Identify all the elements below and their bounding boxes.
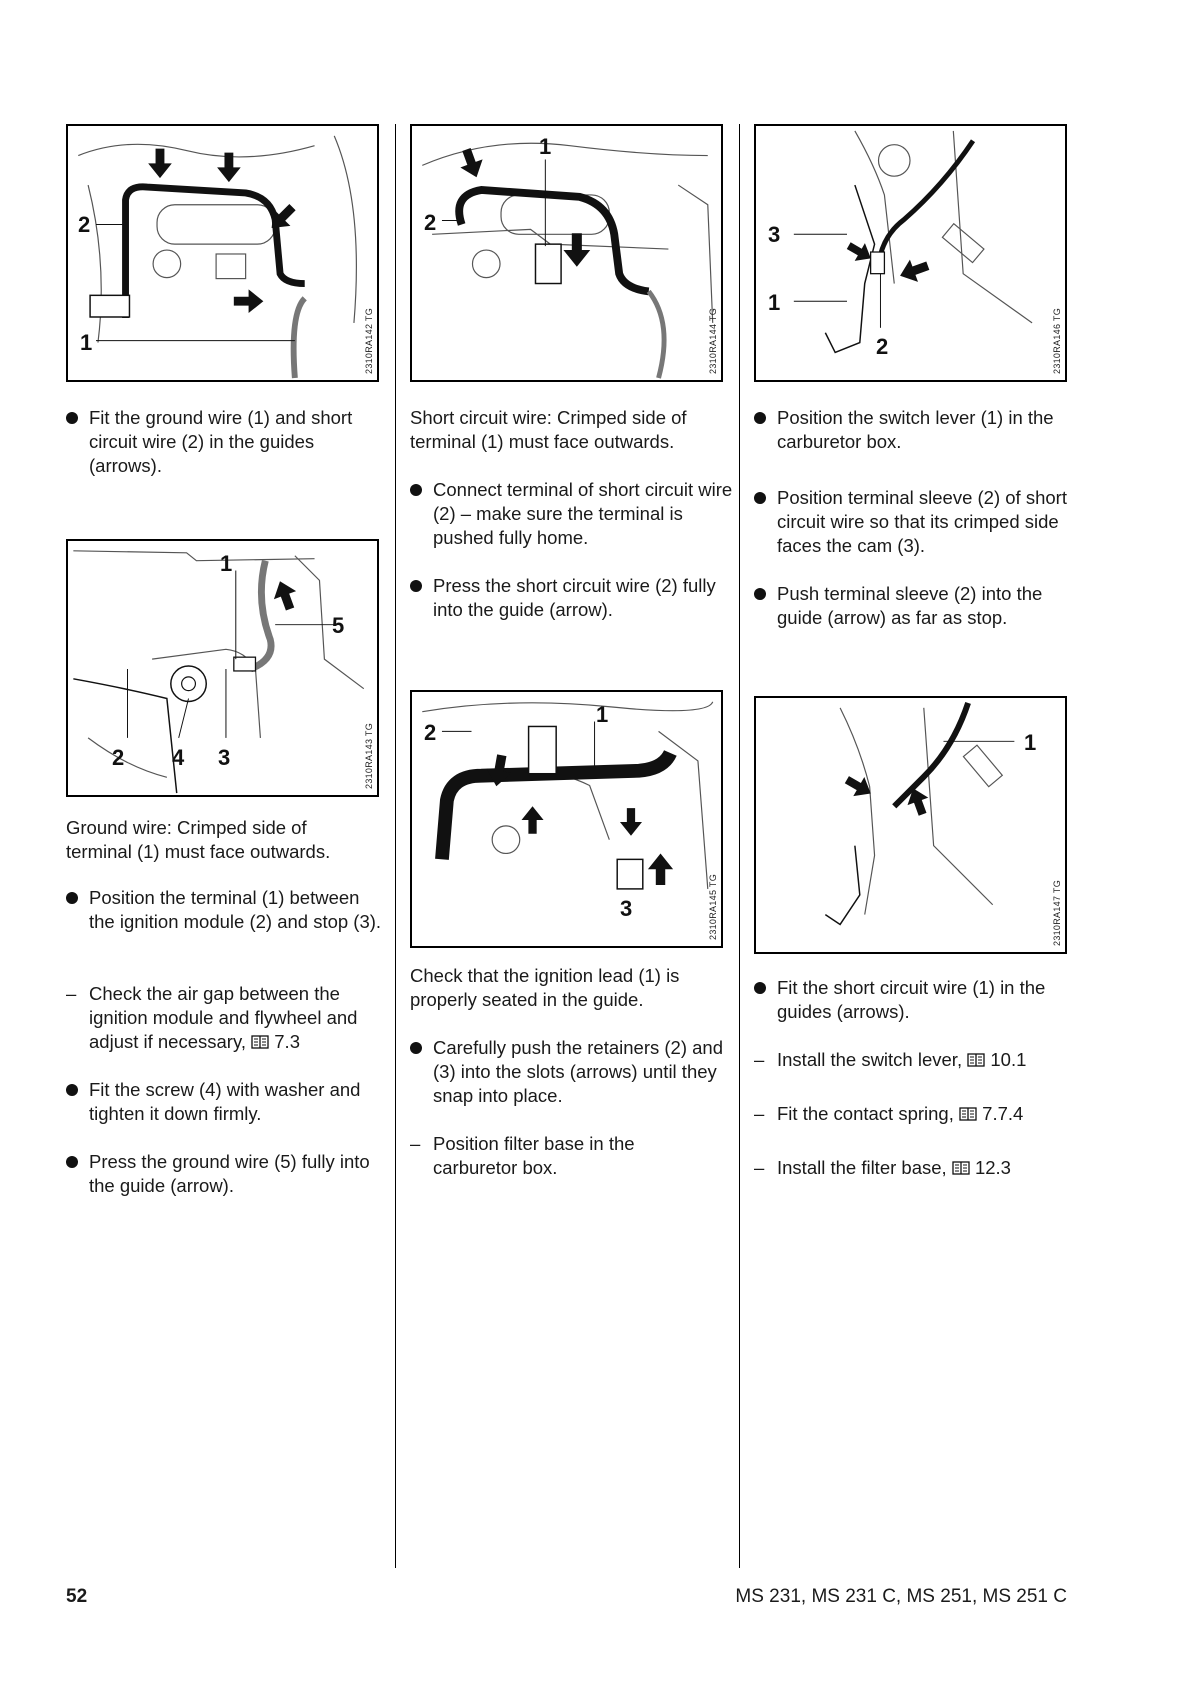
book-reference-icon bbox=[959, 1107, 977, 1121]
ground-wire-guides-illustration bbox=[68, 126, 377, 380]
figure-ground-wire-guides bbox=[66, 124, 379, 382]
instruction-text: Carefully push the retainers (2) and (3) into the slots (arrows) until they snap into place. bbox=[433, 1037, 723, 1106]
bullet-push-terminal-sleeve bbox=[754, 582, 1077, 630]
instruction-text: Position the terminal (1) between the ignition module (2) and stop (3). bbox=[89, 887, 382, 932]
callout-4: 4 bbox=[172, 745, 185, 770]
section-reference[interactable]: 7.3 bbox=[274, 1031, 300, 1052]
bullet-dot-icon bbox=[66, 1156, 78, 1168]
instruction-text: Position terminal sleeve (2) of short circuit wire so that its crimped side faces the cam (3). bbox=[777, 487, 1067, 556]
bullet-dot-icon bbox=[754, 982, 766, 994]
callout-2: 2 bbox=[876, 334, 889, 359]
callout-2: 2 bbox=[112, 745, 125, 770]
column-divider-2 bbox=[739, 124, 740, 1568]
dash-check-air-gap bbox=[66, 982, 389, 1054]
instruction-text: Position filter base in the carburetor box. bbox=[433, 1133, 635, 1178]
callout-1: 1 bbox=[1024, 730, 1037, 755]
callout-2: 2 bbox=[78, 212, 91, 237]
figure-code: 2310RA143 TG bbox=[364, 723, 374, 789]
column-divider-1 bbox=[395, 124, 396, 1568]
figure-short-circuit-guides bbox=[754, 696, 1067, 954]
bullet-dot-icon bbox=[410, 1042, 422, 1054]
bullet-position-switch-lever bbox=[754, 406, 1077, 454]
figure-code: 2310RA146 TG bbox=[1052, 308, 1062, 374]
switch-lever-illustration bbox=[756, 126, 1065, 380]
ground-wire-note: Ground wire: Crimped side of terminal (1) must face outwards. bbox=[66, 817, 331, 862]
instruction-text: Fit the ground wire (1) and short circuit wire (2) in the guides (arrows). bbox=[89, 407, 353, 476]
dash-marker: – bbox=[66, 983, 77, 1004]
figure-code: 2310RA144 TG bbox=[708, 308, 718, 374]
callout-5: 5 bbox=[332, 613, 345, 638]
bullet-fit-short-circuit-wire bbox=[754, 976, 1077, 1024]
bullet-dot-icon bbox=[410, 580, 422, 592]
model-line: MS 231, MS 231 C, MS 251, MS 251 C bbox=[735, 1586, 1067, 1607]
book-reference-icon bbox=[251, 1035, 269, 1049]
callout-3: 3 bbox=[218, 745, 231, 770]
dash-marker: – bbox=[410, 1133, 421, 1154]
dash-position-filter-base bbox=[410, 1132, 723, 1180]
instruction-text: Position the switch lever (1) in the carburetor box. bbox=[777, 407, 1054, 452]
section-reference[interactable]: 7.7.4 bbox=[982, 1103, 1024, 1124]
short-circuit-guides-illustration bbox=[756, 698, 1065, 952]
instruction-text: Fit the screw (4) with washer and tighten it down firmly. bbox=[89, 1079, 361, 1124]
dash-marker: – bbox=[754, 1049, 765, 1070]
bullet-position-terminal bbox=[66, 886, 389, 934]
figure-code: 2310RA142 TG bbox=[364, 308, 374, 374]
callout-1: 1 bbox=[80, 330, 93, 355]
bullet-dot-icon bbox=[754, 588, 766, 600]
dash-marker: – bbox=[754, 1157, 765, 1178]
callout-2: 2 bbox=[424, 720, 437, 745]
section-reference[interactable]: 12.3 bbox=[974, 1157, 1011, 1178]
bullet-dot-icon bbox=[410, 484, 422, 496]
short-circuit-note: Short circuit wire: Crimped side of terminal (1) must face outwards. bbox=[410, 407, 687, 452]
page-number: 52 bbox=[66, 1586, 88, 1607]
bullet-connect-terminal bbox=[410, 478, 735, 550]
book-reference-icon bbox=[952, 1161, 970, 1175]
instruction-text: Fit the short circuit wire (1) in the guides (arrows). bbox=[777, 977, 1046, 1022]
instruction-text: Check the air gap between the ignition module and flywheel and adjust if necessary, bbox=[89, 983, 358, 1052]
short-circuit-terminal-illustration bbox=[412, 126, 721, 380]
figure-code: 2310RA145 TG bbox=[708, 874, 718, 940]
bullet-dot-icon bbox=[754, 412, 766, 424]
bullet-push-retainers bbox=[410, 1036, 723, 1108]
figure-short-circuit-terminal bbox=[410, 124, 723, 382]
dash-fit-contact-spring bbox=[754, 1102, 1077, 1126]
instruction-text: Push terminal sleeve (2) into the guide (arrow) as far as stop. bbox=[777, 583, 1043, 628]
bullet-dot-icon bbox=[754, 492, 766, 504]
callout-1: 1 bbox=[768, 290, 781, 315]
bullet-press-ground-wire bbox=[66, 1150, 379, 1198]
instruction-text: Press the ground wire (5) fully into the guide (arrow). bbox=[89, 1151, 370, 1196]
callout-3: 3 bbox=[620, 896, 633, 921]
instruction-text: Fit the contact spring, bbox=[777, 1103, 954, 1124]
callout-1: 1 bbox=[539, 134, 552, 159]
callout-2: 2 bbox=[424, 210, 437, 235]
bullet-dot-icon bbox=[66, 412, 78, 424]
callout-1: 1 bbox=[596, 702, 609, 727]
bullet-dot-icon bbox=[66, 1084, 78, 1096]
bullet-dot-icon bbox=[66, 892, 78, 904]
book-reference-icon bbox=[967, 1053, 985, 1067]
dash-install-switch-lever bbox=[754, 1048, 1077, 1072]
instruction-text: Connect terminal of short circuit wire (2) – make sure the terminal is pushed fully home. bbox=[433, 479, 733, 548]
callout-1: 1 bbox=[220, 551, 233, 576]
callout-3: 3 bbox=[768, 222, 781, 247]
instruction-text: Install the switch lever, bbox=[777, 1049, 963, 1070]
instruction-text: Press the short circuit wire (2) fully into the guide (arrow). bbox=[433, 575, 716, 620]
figure-switch-lever bbox=[754, 124, 1067, 382]
bullet-position-terminal-sleeve bbox=[754, 486, 1077, 558]
bullet-fit-ground-wire bbox=[66, 406, 379, 478]
bullet-press-short-circuit-wire bbox=[410, 574, 723, 622]
dash-marker: – bbox=[754, 1103, 765, 1124]
ignition-lead-retainers-illustration bbox=[412, 692, 721, 946]
bullet-fit-screw bbox=[66, 1078, 389, 1126]
figure-ignition-lead-retainers bbox=[410, 690, 723, 948]
section-reference[interactable]: 10.1 bbox=[990, 1049, 1027, 1070]
instruction-text: Install the filter base, bbox=[777, 1157, 947, 1178]
ignition-lead-note: Check that the ignition lead (1) is properly seated in the guide. bbox=[410, 965, 680, 1010]
figure-ground-wire-terminal bbox=[66, 539, 379, 797]
dash-install-filter-base bbox=[754, 1156, 1077, 1180]
figure-code: 2310RA147 TG bbox=[1052, 880, 1062, 946]
